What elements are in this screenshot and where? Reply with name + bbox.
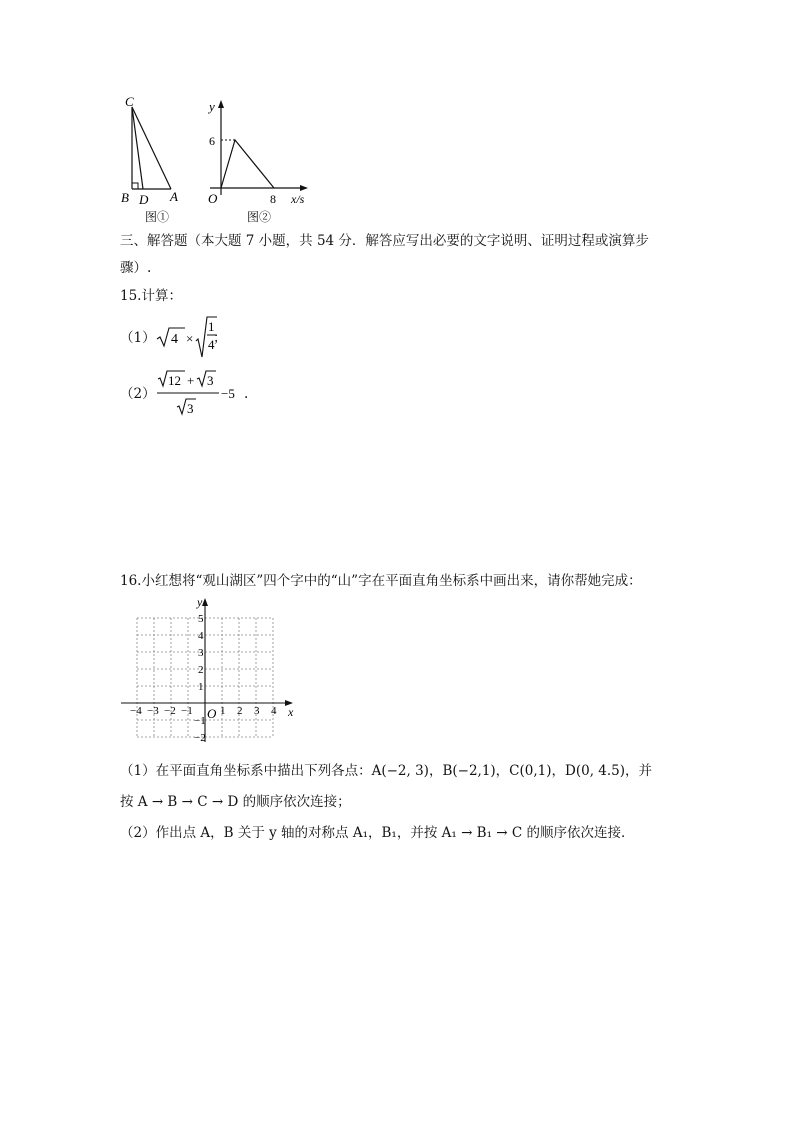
denominator-4: 4: [208, 337, 215, 352]
x-tick-neg1: −1: [181, 705, 193, 717]
y-tick-neg1: −1: [194, 715, 206, 727]
label-a: A: [170, 189, 178, 204]
numerator-1: 1: [208, 319, 215, 334]
q15-part1-expression: [155, 315, 219, 361]
figure-1-triangle: [115, 92, 185, 207]
x-tick-2: 2: [237, 705, 243, 717]
y-tick-neg2: −2: [194, 732, 206, 744]
graph-line: [221, 140, 274, 188]
label-o: O: [208, 191, 218, 206]
section-3-heading-line1: 三、解答题（本大题 7 小题，共 54 分．解答应写出必要的文字说明、证明过程或演算步: [120, 233, 649, 249]
x-tick-neg2: −2: [164, 705, 176, 717]
grid-label-x: x: [288, 705, 294, 719]
q15-part1-end: ；: [213, 330, 227, 346]
q16-part2: （2）作出点 A，B 关于 y 轴的对称点 A₁，B₁，并按 A₁ → B₁ → C 的顺序依次连接．: [120, 825, 635, 841]
y-tick-2: 2: [198, 664, 204, 676]
radicand-4: 4: [171, 332, 178, 347]
q16-coordinate-grid: [118, 592, 300, 744]
y-tick-5: 5: [198, 613, 204, 625]
x-tick-neg3: −3: [147, 705, 159, 717]
grid-label-y: y: [197, 595, 203, 609]
q15-part2-end: .: [244, 386, 249, 402]
grid-label-origin: O: [207, 706, 217, 721]
figure-2-caption: 图②: [247, 210, 272, 224]
x-tick-1: 1: [220, 705, 226, 717]
label-6: 6: [209, 134, 215, 148]
right-angle-mark: [132, 183, 138, 189]
x-tick-3: 3: [254, 705, 260, 717]
label-b: B: [121, 190, 129, 205]
y-tick-4: 4: [198, 630, 204, 642]
y-axis-arrow: [218, 100, 224, 108]
q15-part1-label: （1）: [120, 330, 156, 346]
label-c: C: [125, 94, 134, 109]
label-x-unit: x/s: [291, 192, 305, 206]
radicand-12: 12: [168, 373, 181, 388]
label-d: D: [139, 192, 149, 207]
minus-five: −5: [221, 386, 235, 401]
radicand-3-bottom: 3: [187, 401, 194, 416]
q15-title: 15.计算：: [120, 288, 182, 304]
radicand-3-top: 3: [207, 373, 214, 388]
section-3-heading-line2: 骤）.: [120, 260, 152, 276]
plus-sign: +: [187, 373, 195, 388]
y-tick-3: 3: [198, 647, 204, 659]
label-8: 8: [270, 192, 276, 206]
figure-1-caption: 图①: [145, 210, 170, 224]
q16-part1-line2: 按 A → B → C → D 的顺序依次连接；: [120, 794, 351, 810]
q15-part2-expression: [155, 368, 247, 418]
grid-y-axis-arrow: [202, 598, 208, 606]
label-y: y: [209, 99, 215, 114]
y-tick-1: 1: [198, 681, 204, 693]
x-tick-neg4: −4: [130, 705, 142, 717]
x-tick-4: 4: [271, 705, 277, 717]
q15-part2-label: （2）: [120, 386, 156, 402]
times-sign: ×: [186, 331, 194, 346]
q16-part1-line1: （1）在平面直角坐标系中描出下列各点：A(−2, 3)，B(−2,1)，C(0,1)，D(0, 4.5)，并: [120, 763, 653, 779]
y-tick-labels: [194, 613, 206, 744]
q16-prompt: 16.小红想将“观山湖区”四个字中的“山”字在平面直角坐标系中画出来，请你帮她完成：: [120, 573, 642, 589]
figure-2-graph: [200, 95, 315, 207]
x-axis-arrow: [300, 185, 308, 191]
